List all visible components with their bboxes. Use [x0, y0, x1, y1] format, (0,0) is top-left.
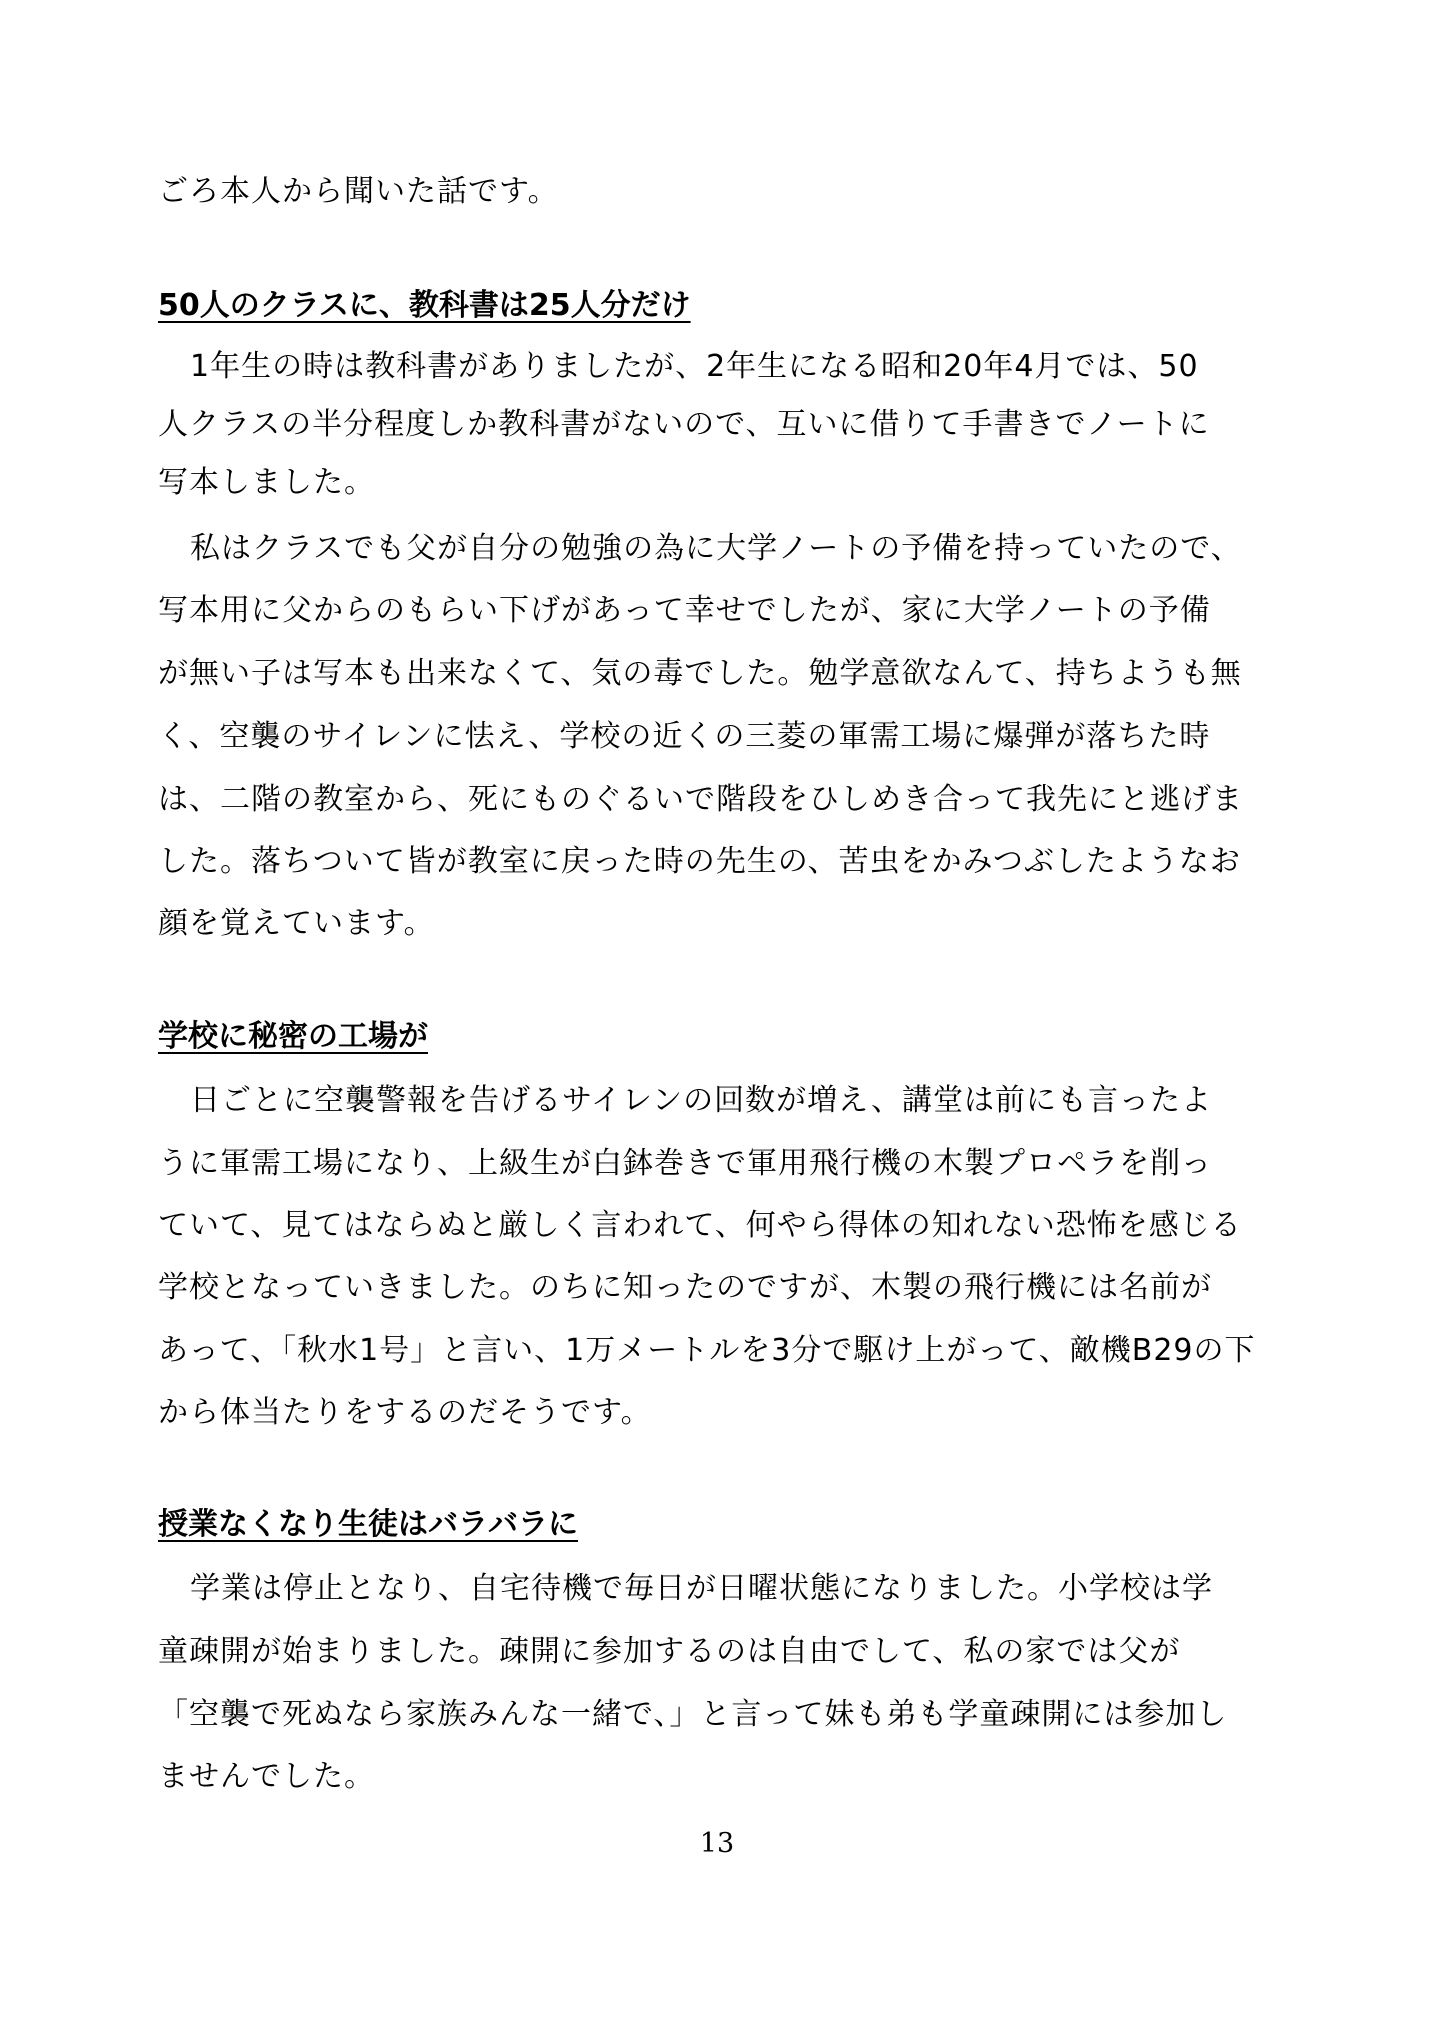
- body-line: が無い子は写本も出来なくて、気の毒でした。勉学意欲なんて、持ちようも無: [158, 656, 1242, 691]
- body-line: 写本しました。: [158, 465, 375, 500]
- body-line: 童疎開が始まりました。疎開に参加するのは自由でして、私の家では父が: [158, 1634, 1181, 1669]
- body-line: 私はクラスでも父が自分の勉強の為に大学ノートの予備を持っていたので、: [190, 531, 1242, 566]
- body-line: は、二階の教室から、死にものぐるいで階段をひしめき合って我先にと逃げま: [158, 782, 1243, 817]
- intro-line: ごろ本人から聞いた話です。: [158, 174, 559, 209]
- body-line: ませんでした。: [158, 1759, 375, 1794]
- body-line: 人クラスの半分程度しか教科書がないので、互いに借りて手書きでノートに: [158, 407, 1210, 442]
- body-line: ていて、見てはならぬと厳しく言われて、何やら得体の知れない恐怖を感じる: [158, 1208, 1242, 1243]
- body-line: した。落ちついて皆が教室に戻った時の先生の、苦虫をかみつぶしたようなお: [158, 844, 1241, 879]
- body-line: あって、「秋水1号」と言い、1万メートルを3分で駆け上がって、敵機B29の下: [158, 1333, 1256, 1368]
- body-line: 日ごとに空襲警報を告げるサイレンの回数が増え、講堂は前にも言ったよ: [190, 1083, 1212, 1118]
- section-heading: 授業なくなり生徒はバラバラに: [158, 1507, 578, 1542]
- body-line: 学校となっていきました。のちに知ったのですが、木製の飛行機には名前が: [158, 1270, 1212, 1305]
- body-line: 1年生の時は教科書がありましたが、2年生になる昭和20年4月では、50: [190, 349, 1199, 384]
- body-line: うに軍需工場になり、上級生が白鉢巻きで軍用飛行機の木製プロペラを削っ: [158, 1146, 1212, 1181]
- body-line: 「空襲で死ぬなら家族みんな一緒で、」と言って妹も弟も学童疎開には参加し: [158, 1697, 1228, 1732]
- body-line: 顔を覚えています。: [158, 906, 435, 941]
- body-line: から体当たりをするのだそうです。: [158, 1395, 652, 1430]
- section-heading: 50人のクラスに、教科書は25人分だけ: [158, 288, 691, 323]
- page-number: 13: [699, 1828, 735, 1859]
- section-heading: 学校に秘密の工場が: [158, 1019, 428, 1054]
- body-line: く、空襲のサイレンに怯え、学校の近くの三菱の軍需工場に爆弾が落ちた時: [158, 719, 1211, 754]
- body-line: 学業は停止となり、自宅待機で毎日が日曜状態になりました。小学校は学: [190, 1571, 1213, 1606]
- body-line: 写本用に父からのもらい下げがあって幸せでしたが、家に大学ノートの予備: [158, 593, 1211, 628]
